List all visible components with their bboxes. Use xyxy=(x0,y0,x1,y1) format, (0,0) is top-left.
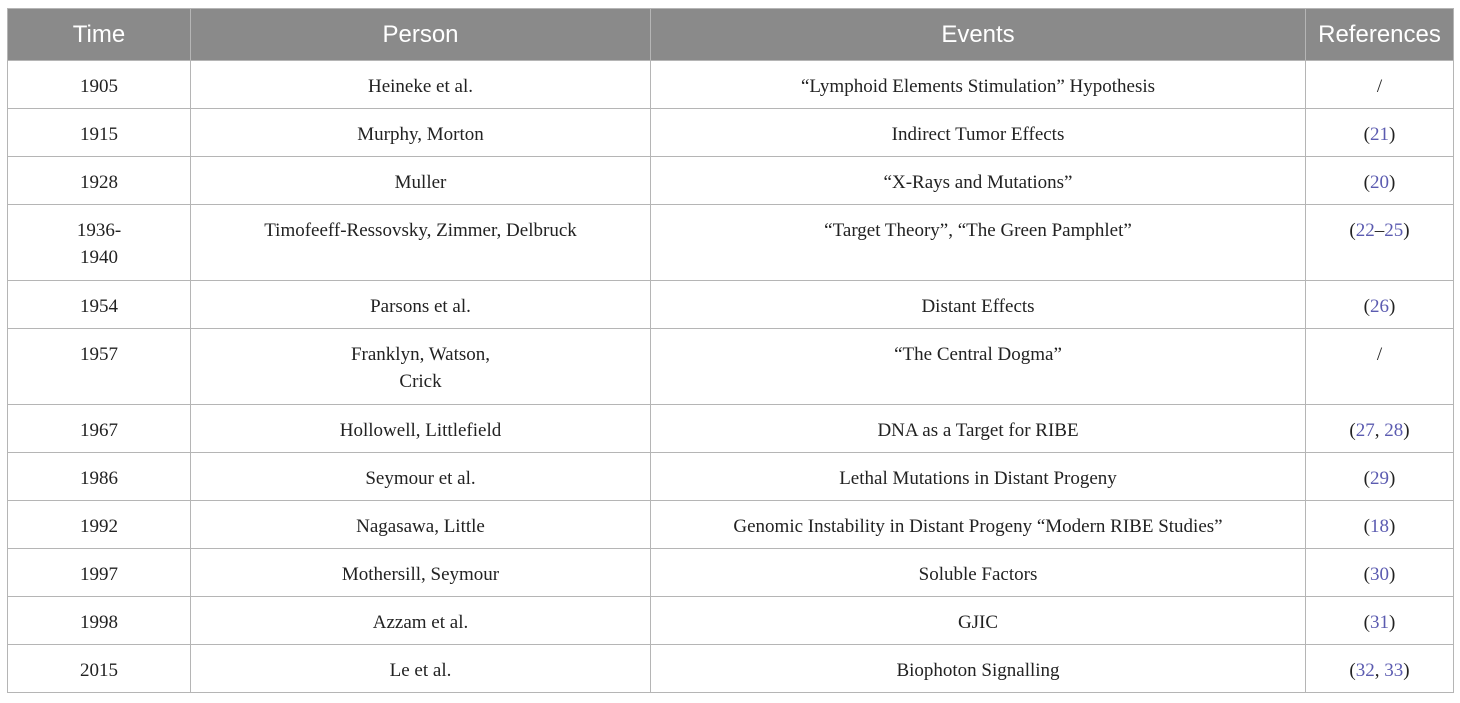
cell-references xyxy=(1306,597,1454,645)
reference-none: / xyxy=(1376,76,1383,97)
reference-link[interactable]: 26 xyxy=(1370,296,1389,317)
cell-text: 1936- 1940 xyxy=(76,220,122,268)
reference-open-paren: ( xyxy=(1349,220,1356,241)
reference-link[interactable]: 21 xyxy=(1370,124,1389,145)
reference-close-paren: ) xyxy=(1389,172,1396,193)
cell-person xyxy=(191,157,651,205)
cell-text: 1992 xyxy=(80,516,118,537)
reference-close-paren: ) xyxy=(1403,220,1410,241)
cell-text: Parsons et al. xyxy=(370,296,471,317)
cell-time xyxy=(8,501,191,549)
reference-link[interactable]: 18 xyxy=(1370,516,1389,537)
reference-link[interactable]: 28 xyxy=(1384,420,1404,441)
reference-open-paren: ( xyxy=(1363,468,1370,489)
cell-event: “Target Theory”, “The Green Pamphlet” xyxy=(651,205,1306,281)
cell-text: Franklyn, Watson, Crick xyxy=(350,344,491,392)
reference-close-paren: ) xyxy=(1403,420,1410,441)
reference-open-paren: ( xyxy=(1363,172,1370,193)
cell-event: Biophoton Signalling xyxy=(651,645,1306,693)
reference-open-paren: ( xyxy=(1363,612,1370,633)
cell-text: Murphy, Morton xyxy=(357,124,484,145)
reference-open-paren: ( xyxy=(1349,660,1356,681)
table-header xyxy=(8,9,1454,61)
cell-references xyxy=(1306,645,1454,693)
cell-text: 1905 xyxy=(80,76,118,97)
table-row xyxy=(8,61,1454,109)
cell-person xyxy=(191,405,651,453)
cell-references xyxy=(1306,61,1454,109)
reference-separator: – xyxy=(1374,220,1385,241)
cell-event: Indirect Tumor Effects xyxy=(651,109,1306,157)
cell-person xyxy=(191,597,651,645)
cell-text: Seymour et al. xyxy=(365,468,476,489)
cell-time xyxy=(8,597,191,645)
cell-person xyxy=(191,329,651,405)
cell-text: 1915 xyxy=(80,124,118,145)
reference-close-paren: ) xyxy=(1389,516,1396,537)
reference-link[interactable]: 27 xyxy=(1355,420,1375,441)
reference-close-paren: ) xyxy=(1389,296,1396,317)
cell-references xyxy=(1306,405,1454,453)
cell-person xyxy=(191,453,651,501)
reference-open-paren: ( xyxy=(1363,516,1370,537)
header-row xyxy=(8,9,1454,61)
table-row xyxy=(8,501,1454,549)
cell-event: “Lymphoid Elements Stimulation” Hypothesis xyxy=(651,61,1306,109)
table-body xyxy=(8,61,1454,693)
cell-event: “The Central Dogma” xyxy=(651,329,1306,405)
cell-event: Genomic Instability in Distant Progeny “Modern RIBE Studies” xyxy=(651,501,1306,549)
cell-time xyxy=(8,405,191,453)
cell-person xyxy=(191,645,651,693)
cell-event: GJIC xyxy=(651,597,1306,645)
cell-person xyxy=(191,281,651,329)
reference-close-paren: ) xyxy=(1389,564,1396,585)
header-events: Events xyxy=(651,9,1306,61)
cell-references xyxy=(1306,157,1454,205)
cell-event: DNA as a Target for RIBE xyxy=(651,405,1306,453)
cell-time xyxy=(8,281,191,329)
table-row xyxy=(8,109,1454,157)
cell-person xyxy=(191,549,651,597)
cell-text: Mothersill, Seymour xyxy=(341,564,500,585)
cell-time xyxy=(8,549,191,597)
cell-person xyxy=(191,501,651,549)
cell-person xyxy=(191,205,651,281)
cell-references xyxy=(1306,453,1454,501)
table-row xyxy=(8,549,1454,597)
cell-text: Heineke et al. xyxy=(368,76,473,97)
header-time: Time xyxy=(8,9,191,61)
table-row xyxy=(8,453,1454,501)
reference-open-paren: ( xyxy=(1363,124,1370,145)
reference-separator: , xyxy=(1374,660,1385,681)
cell-references xyxy=(1306,549,1454,597)
reference-close-paren: ) xyxy=(1389,124,1396,145)
cell-event: “X-Rays and Mutations” xyxy=(651,157,1306,205)
cell-time xyxy=(8,329,191,405)
cell-event: Soluble Factors xyxy=(651,549,1306,597)
cell-person xyxy=(191,61,651,109)
reference-close-paren: ) xyxy=(1389,612,1396,633)
reference-link[interactable]: 29 xyxy=(1370,468,1389,489)
cell-text: 1986 xyxy=(80,468,118,489)
cell-time xyxy=(8,157,191,205)
cell-references xyxy=(1306,501,1454,549)
cell-time xyxy=(8,109,191,157)
reference-close-paren: ) xyxy=(1389,468,1396,489)
history-table xyxy=(7,8,1454,693)
cell-references xyxy=(1306,205,1454,281)
cell-text: Muller xyxy=(394,172,447,193)
reference-separator: , xyxy=(1374,420,1385,441)
reference-link[interactable]: 25 xyxy=(1384,220,1404,241)
cell-text: 1998 xyxy=(80,612,118,633)
cell-text: Hollowell, Littlefield xyxy=(339,420,502,441)
table-row xyxy=(8,405,1454,453)
header-person: Person xyxy=(191,9,651,61)
cell-event: Distant Effects xyxy=(651,281,1306,329)
cell-text: Timofeeff-Ressovsky, Zimmer, Delbruck xyxy=(264,220,577,241)
table-row xyxy=(8,281,1454,329)
cell-event: Lethal Mutations in Distant Progeny xyxy=(651,453,1306,501)
cell-time xyxy=(8,645,191,693)
cell-time xyxy=(8,205,191,281)
reference-link[interactable]: 30 xyxy=(1370,564,1389,585)
reference-close-paren: ) xyxy=(1403,660,1410,681)
table-row xyxy=(8,329,1454,405)
table-row xyxy=(8,157,1454,205)
cell-references xyxy=(1306,109,1454,157)
cell-references xyxy=(1306,281,1454,329)
cell-person xyxy=(191,109,651,157)
reference-open-paren: ( xyxy=(1363,564,1370,585)
cell-text: 1954 xyxy=(80,296,118,317)
table-row xyxy=(8,205,1454,281)
reference-link[interactable]: 22 xyxy=(1355,220,1375,241)
cell-time xyxy=(8,61,191,109)
reference-open-paren: ( xyxy=(1363,296,1370,317)
header-references: References xyxy=(1306,9,1454,61)
cell-text: Le et al. xyxy=(389,660,452,681)
cell-text: 2015 xyxy=(80,660,118,681)
cell-text: Azzam et al. xyxy=(372,612,469,633)
reference-open-paren: ( xyxy=(1349,420,1356,441)
reference-link[interactable]: 31 xyxy=(1370,612,1389,633)
cell-text: 1957 xyxy=(80,344,118,365)
cell-text: 1997 xyxy=(80,564,118,585)
cell-text: 1928 xyxy=(80,172,118,193)
table-row xyxy=(8,597,1454,645)
reference-link[interactable]: 32 xyxy=(1355,660,1375,681)
reference-link[interactable]: 33 xyxy=(1384,660,1404,681)
cell-references xyxy=(1306,329,1454,405)
cell-text: Nagasawa, Little xyxy=(356,516,485,537)
cell-time xyxy=(8,453,191,501)
cell-text: 1967 xyxy=(80,420,118,441)
reference-link[interactable]: 20 xyxy=(1370,172,1389,193)
reference-none: / xyxy=(1376,344,1383,365)
table-row xyxy=(8,645,1454,693)
